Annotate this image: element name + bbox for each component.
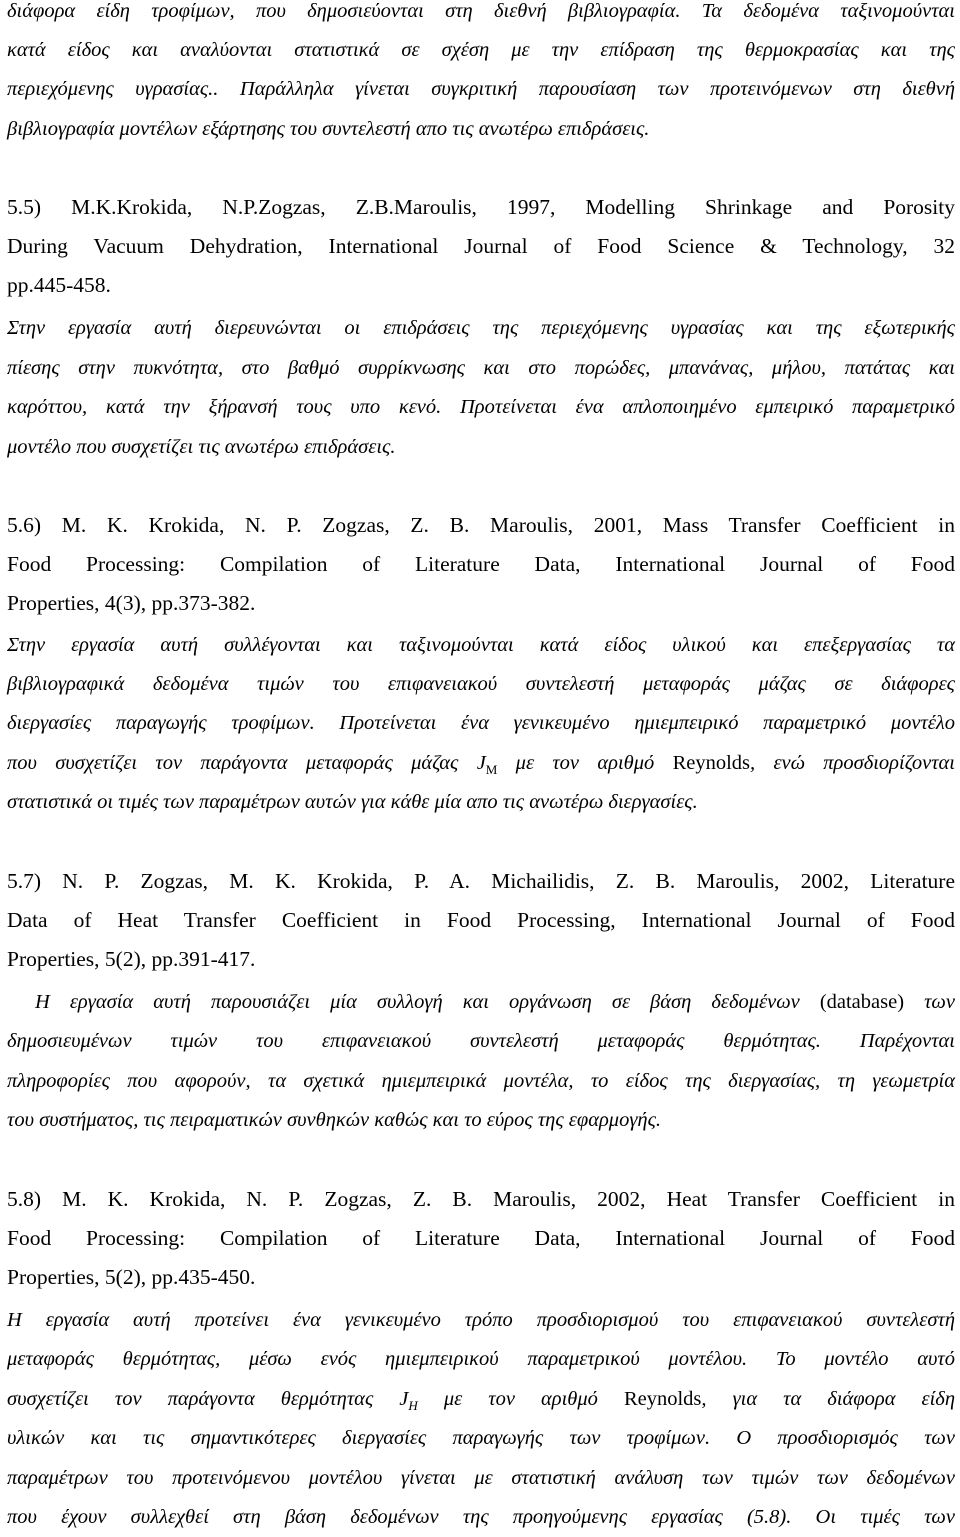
ref-5-8-summary-line-2: μεταφοράς θερμότητας, μέσω ενός ημιεμπειρικού παραμετρικού μοντέλου. Το μοντέλο αυτό: [7, 1348, 955, 1370]
ref-5-6-citation-line-3: Properties, 4(3), pp.373-382.: [7, 591, 256, 615]
ref-5-7-citation-line-1: 5.7) N. P. Zogzas, M. K. Krokida, P. A. Michailidis, Z. B. Maroulis, 2002, Literature: [7, 869, 955, 893]
ref-5-8-summary-line-5: παραμέτρων του προτεινόμενου μοντέλου γίνεται με στατιστική ανάλυση των τιμών των δεδομένων: [7, 1467, 955, 1489]
ref-5-6-summary-line-4-end: , ενώ προσδιορίζονται: [750, 752, 955, 774]
reynolds-term: Reynolds: [623, 1388, 702, 1410]
ref-5-5-summary-line-2: πίεσης στην πυκνότητα, στο βαθμό συρρίκνωσης και στο πορώδες, μπανάνας, μήλου, πατάτας και: [7, 357, 955, 379]
ref-5-6-summary-line-2: βιβλιογραφικά δεδομένα τιμών του επιφανειακού συντελεστή μεταφοράς μάζας σε διάφορες: [7, 673, 955, 695]
database-term: (database): [819, 991, 905, 1013]
ref-5-7-citation-line-3: Properties, 5(2), pp.391-417.: [7, 947, 256, 971]
ref-5-7-summary-line-2: δημοσιευμένων τιμών του επιφανειακού συντελεστή μεταφοράς θερμότητας. Παρέχονται: [7, 1030, 955, 1052]
ref-5-8-citation-line-2: Food Processing: Compilation of Literature Data, International Journal of Food: [7, 1226, 955, 1250]
reynolds-term: Reynolds: [672, 752, 751, 774]
mass-factor-subscript: M: [485, 762, 498, 777]
ref-5-6-summary-line-3: διεργασίες παραγωγής τροφίμων. Προτείνεται ένα γενικευμένο ημιεμπειρικό παραμετρικό μοντέλο: [7, 712, 955, 734]
ref-5-8-summary-line-3-mid: με τον αριθμό: [417, 1388, 624, 1410]
ref-5-5-citation-line-2: During Vacuum Dehydration, International Journal of Food Science & Technology, 32: [7, 234, 955, 258]
intro-line-4: βιβλιογραφία μοντέλων εξάρτησης του συντελεστή απο τις ανωτέρω επιδράσεις.: [7, 118, 650, 140]
ref-5-7-summary-line-1-start: Η εργασία αυτή παρουσιάζει μία συλλογή και οργάνωση σε βάση δεδομένων: [35, 991, 820, 1013]
ref-5-6-summary-line-4: [7, 744, 955, 784]
ref-5-8-citation-line-1: 5.8) M. K. Krokida, N. P. Zogzas, Z. B. Maroulis, 2002, Heat Transfer Coefficient in: [7, 1187, 955, 1211]
ref-5-8-summary-line-3-end: , για τα διάφορα είδη: [701, 1388, 955, 1410]
ref-5-6-citation-line-1: 5.6) M. K. Krokida, N. P. Zogzas, Z. B. Maroulis, 2001, Mass Transfer Coefficient in: [7, 513, 955, 537]
heat-factor-subscript: H: [408, 1398, 418, 1413]
ref-5-8-summary-line-1: Η εργασία αυτή προτείνει ένα γενικευμένο τρόπο προσδιορισμού του επιφανειακού συντελεστή: [7, 1309, 955, 1331]
ref-5-5-summary-line-1: Στην εργασία αυτή διερευνώνται οι επιδράσεις της περιεχόμενης υγρασίας και της εξωτερικής: [7, 317, 955, 339]
ref-5-7-summary-line-3: πληροφορίες που αφορούν, τα σχετικά ημιεμπειρικά μοντέλα, το είδος της διεργασίας, τη γεωμετρία: [7, 1070, 955, 1092]
ref-5-8-summary-line-6: που έχουν συλλεχθεί στη βάση δεδομένων της προηγούμενης εργασίας (5.8). Οι τιμές των: [7, 1506, 955, 1528]
ref-5-7-summary-line-4: του συστήματος, τις πειραματικών συνθηκών καθώς και το εύρος της εφαρμογής.: [7, 1109, 662, 1131]
ref-5-7-summary-line-1: [35, 983, 955, 1022]
ref-5-8-citation-line-3: Properties, 5(2), pp.435-450.: [7, 1265, 256, 1289]
ref-5-8-summary-line-3-start: συσχετίζει τον παράγοντα θερμότητας J: [7, 1388, 409, 1410]
ref-5-6-citation-line-2: Food Processing: Compilation of Literature Data, International Journal of Food: [7, 552, 955, 576]
intro-line-2: κατά είδος και αναλύονται στατιστικά σε σχέση με την επίδραση της θερμοκρασίας και της: [7, 39, 955, 61]
ref-5-5-citation-line-1: 5.5) M.K.Krokida, N.P.Zogzas, Z.B.Maroulis, 1997, Modelling Shrinkage and Porosity: [7, 195, 955, 219]
intro-line-3: περιεχόμενης υγρασίας.. Παράλληλα γίνεται συγκριτική παρουσίαση των προτεινόμενων στη διεθνή: [7, 78, 955, 100]
intro-line-1: διάφορα είδη τροφίμων, που δημοσιεύονται στη διεθνή βιβλιογραφία. Τα δεδομένα ταξινομούνται: [7, 0, 955, 22]
ref-5-5-summary-line-3: καρόττου, κατά την ξήρανσή τους υπο κενό. Προτείνεται ένα απλοποιημένο εμπειρικό παραμετρικό: [7, 396, 955, 418]
ref-5-6-summary-line-1: Στην εργασία αυτή συλλέγονται και ταξινομούνται κατά είδος υλικού και επεξεργασίας τα: [7, 634, 955, 656]
ref-5-6-summary-line-4-mid: με τον αριθμό: [497, 752, 673, 774]
ref-5-7-summary-line-1-end: των: [904, 991, 955, 1013]
ref-5-8-summary-line-4: υλικών και τις σημαντικότερες διεργασίες παραγωγής των τροφίμων. Ο προσδιορισμός των: [7, 1427, 955, 1449]
ref-5-8-summary-line-3: [7, 1380, 955, 1420]
ref-5-5-summary-line-4: μοντέλο που συσχετίζει τις ανωτέρω επιδράσεις.: [7, 436, 396, 458]
ref-5-5-citation-line-3: pp.445-458.: [7, 273, 111, 297]
ref-5-7-citation-line-2: Data of Heat Transfer Coefficient in Food Processing, International Journal of Food: [7, 908, 955, 932]
ref-5-6-summary-line-5: στατιστικά οι τιμές των παραμέτρων αυτών για κάθε μία απο τις ανωτέρω διεργασίες.: [7, 791, 698, 813]
ref-5-6-summary-line-4-start: που συσχετίζει τον παράγοντα μεταφοράς μάζας J: [7, 752, 486, 774]
